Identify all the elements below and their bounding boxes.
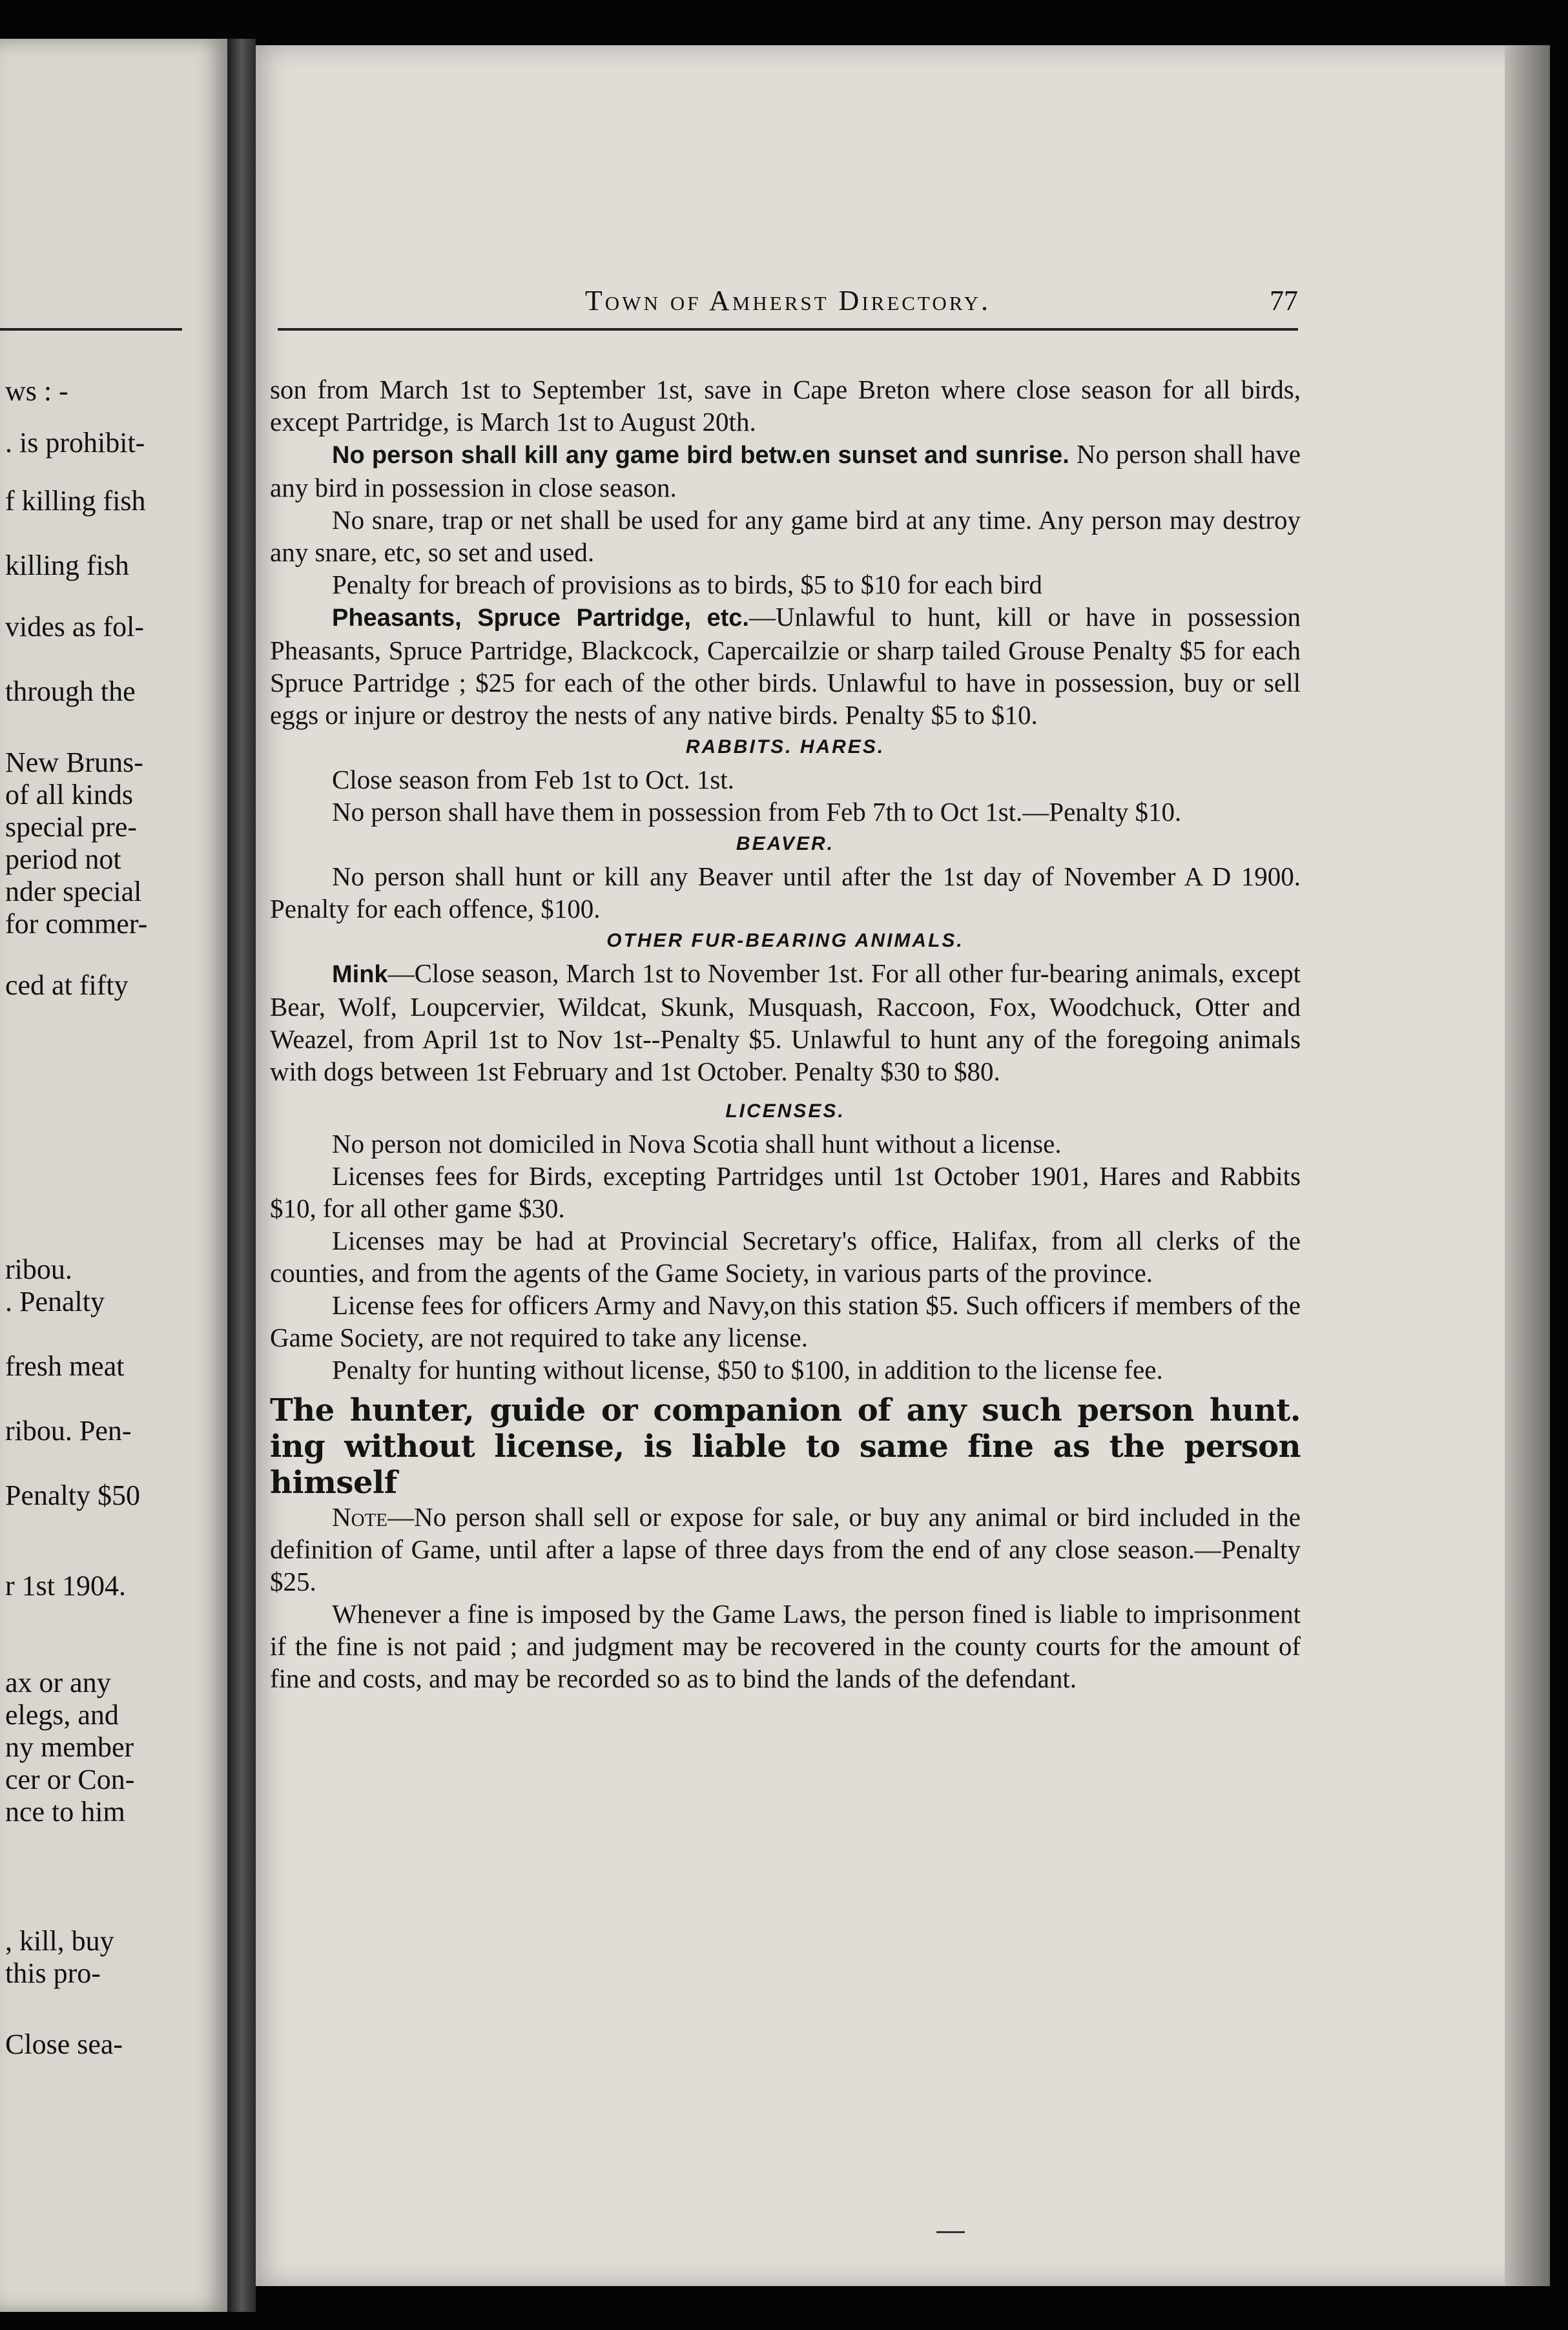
paragraph: No person not domiciled in Nova Scotia shall hunt without a license. bbox=[332, 1129, 1062, 1159]
paragraph: Penalty for hunting without license, $50 to $100, in addition to the license fee. bbox=[332, 1355, 1163, 1385]
previous-page-fragment: ny member bbox=[5, 1731, 134, 1763]
previous-page-fragment: . Penalty bbox=[5, 1286, 105, 1317]
paragraph: son from March 1st to September 1st, save in Cape Breton where close season for all birds, except Partridge, is March 1st to August 20th. bbox=[270, 375, 1301, 437]
previous-page-fragment: vides as fol- bbox=[5, 611, 145, 643]
previous-page-fragment: period not bbox=[5, 843, 121, 875]
section-heading: LICENSES. bbox=[725, 1100, 845, 1122]
running-header bbox=[278, 284, 1298, 323]
note-label: Note bbox=[332, 1502, 387, 1532]
page-mark bbox=[936, 2231, 965, 2233]
previous-page-fragment: Penalty $50 bbox=[5, 1479, 140, 1511]
previous-page-fragment: r 1st 1904. bbox=[5, 1570, 126, 1602]
section-heading: BEAVER. bbox=[736, 833, 835, 854]
previous-page-fragment: f killing fish bbox=[5, 485, 146, 517]
running-title: Town of Amherst Directory. bbox=[584, 285, 991, 316]
paragraph-text: —No person shall sell or expose for sale, or buy any animal or bird included in the definition of Game, until after a lapse of three days from the end of any close season.—Penalty $25. bbox=[270, 1502, 1301, 1596]
previous-page-fragment: elegs, and bbox=[5, 1699, 119, 1731]
previous-page-fragment: nce to him bbox=[5, 1796, 125, 1828]
previous-page-fragment: ws : - bbox=[5, 375, 68, 407]
paragraph: License fees for officers Army and Navy,on this station $5. Such officers if members of the Game Society, are not required to take any license. bbox=[270, 1290, 1301, 1352]
previous-page-fragment: ribou. bbox=[5, 1253, 72, 1285]
previous-page-header-rule bbox=[0, 328, 182, 331]
paragraph: Licenses may be had at Provincial Secretary's office, Halifax, from all clerks of the counties, and from the agents of the Game Society, in various parts of the province. bbox=[270, 1226, 1301, 1288]
bold-notice: The hunter, guide or companion of any such person hunt. ing without license, is liable to same fine as the person himself bbox=[270, 1392, 1301, 1501]
previous-page-fragment: , kill, buy bbox=[5, 1925, 114, 1957]
bold-statement: No person shall kill any game bird betw.en sunset and sunrise. bbox=[332, 442, 1069, 469]
paragraph: Close season from Feb 1st to Oct. 1st. bbox=[332, 765, 734, 794]
previous-page-fragment: killing fish bbox=[5, 550, 129, 581]
previous-page-fragment: this pro- bbox=[5, 1957, 101, 1989]
paragraph: Penalty for breach of provisions as to birds, $5 to $10 for each bird bbox=[332, 570, 1042, 599]
previous-page-fragment: special pre- bbox=[5, 811, 137, 843]
previous-page-fragment: ced at fifty bbox=[5, 969, 129, 1001]
header-rule bbox=[278, 328, 1298, 331]
paragraph-text: No person shall have any bird in possession in close season. bbox=[270, 439, 1301, 502]
paragraph: Licenses fees for Birds, excepting Partridges until 1st October 1901, Hares and Rabbits $10, for all other game $30. bbox=[270, 1161, 1301, 1223]
paragraph: No snare, trap or net shall be used for any game bird at any time. Any person may destroy any snare, etc, so set and used. bbox=[270, 505, 1301, 567]
previous-page-fragment: ax or any bbox=[5, 1667, 111, 1698]
paragraph-text: —Close season, March 1st to November 1st. For all other fur-bearing animals, except Bear, Wolf, Loupcervier, Wildcat, Skunk, Musquash, Raccoon, Fox, Woodchuck, Otter and Weazel, from April 1st to Nov 1st--Penalty $5. Unlawful to hunt any of the foregoing animals with dogs between 1st February and 1st October. Penalty $30 to $80. bbox=[270, 958, 1301, 1086]
previous-page-fragment: New Bruns- bbox=[5, 747, 143, 778]
bold-lead: Pheasants, Spruce Partridge, etc. bbox=[332, 604, 749, 632]
page-number: 77 bbox=[1270, 285, 1298, 316]
paragraph bbox=[270, 438, 1301, 504]
paragraph: Whenever a fine is imposed by the Game Laws, the person fined is liable to imprisonment if the fine is not paid ; and judgment may be recovered in the county courts for the amount of fine and costs, and may be recorded so as to bind the lands of the defendant. bbox=[270, 1599, 1301, 1693]
bold-lead: Mink bbox=[332, 961, 388, 988]
section-heading: RABBITS. HARES. bbox=[685, 736, 885, 758]
paragraph: No person shall hunt or kill any Beaver until after the 1st day of November A D 1900. Penalty for each offence, $100. bbox=[270, 861, 1301, 923]
paragraph bbox=[270, 957, 1301, 1088]
paragraph bbox=[270, 601, 1301, 731]
page-body bbox=[270, 373, 1301, 1695]
book-gutter bbox=[227, 39, 256, 2312]
page-edge-shadow bbox=[1505, 45, 1550, 2286]
previous-page-fragment: ribou. Pen- bbox=[5, 1415, 132, 1447]
paragraph bbox=[270, 1501, 1301, 1598]
previous-page-fragment: through the bbox=[5, 675, 136, 707]
previous-page-fragment: fresh meat bbox=[5, 1350, 125, 1382]
paragraph: No person shall have them in possession from Feb 7th to Oct 1st.—Penalty $10. bbox=[332, 797, 1182, 827]
previous-page-fragment: nder special bbox=[5, 876, 142, 907]
previous-page-fragment: of all kinds bbox=[5, 779, 133, 810]
previous-page-fragment: . is prohibit- bbox=[5, 427, 145, 459]
previous-page-fragment: cer or Con- bbox=[5, 1764, 135, 1795]
section-heading: OTHER FUR-BEARING ANIMALS. bbox=[606, 930, 964, 951]
previous-page-fragment: for commer- bbox=[5, 908, 148, 940]
previous-page-fragment: Close sea- bbox=[5, 2028, 123, 2060]
paragraph-text: —Unlawful to hunt, kill or have in possession Pheasants, Spruce Partridge, Blackcock, Capercailzie or sharp tailed Grouse Penalty $5 for each Spruce Partridge ; $25 for each of the other birds. Unlawful to have in possession, buy or sell eggs or injure or destroy the nests of any native birds. Penalty $5 to $10. bbox=[270, 602, 1301, 730]
previous-page-edge bbox=[0, 39, 227, 2312]
